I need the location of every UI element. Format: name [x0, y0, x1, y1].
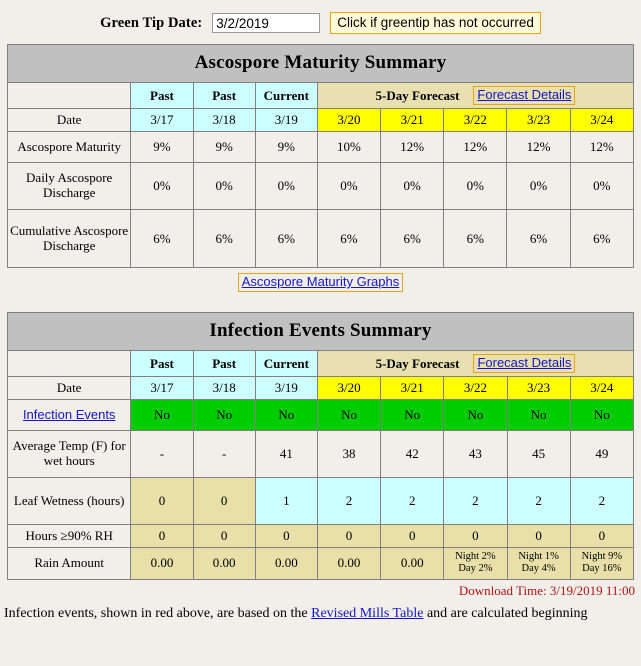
table-title-row: [8, 45, 634, 83]
date-cell: 3/20: [317, 377, 380, 400]
data-cell: 2: [381, 478, 444, 525]
data-cell: 2: [444, 478, 507, 525]
corner-blank-cell: [8, 83, 131, 109]
data-cell: 42: [381, 431, 444, 478]
data-cell: 6%: [193, 210, 255, 268]
data-cell: 6%: [255, 210, 317, 268]
data-cell: 0%: [193, 163, 255, 210]
data-cell: 6%: [507, 210, 570, 268]
data-cell: 0%: [570, 163, 633, 210]
corner-blank-cell: [8, 351, 131, 377]
date-cell: 3/21: [381, 377, 444, 400]
revised-mills-table-link[interactable]: Revised Mills Table: [311, 605, 424, 621]
data-cell: 0: [444, 525, 507, 548]
ascospore-title: Ascospore Maturity Summary: [8, 45, 634, 83]
data-cell: 0.00: [255, 548, 317, 580]
infection-events-link[interactable]: Infection Events: [22, 407, 116, 422]
date-cell: 3/19: [255, 109, 317, 132]
data-cell: 0: [255, 525, 317, 548]
row-label: Daily Ascospore Discharge: [8, 163, 131, 210]
forecast-details-link-box[interactable]: [473, 354, 575, 373]
header-past-2: Past: [193, 83, 255, 109]
data-cell: 0.00: [131, 548, 193, 580]
data-cell: 10%: [317, 132, 380, 163]
table-row: [8, 132, 634, 163]
data-cell: 9%: [255, 132, 317, 163]
data-cell: 6%: [317, 210, 380, 268]
header-forecast-group: [317, 83, 633, 109]
data-cell: 0: [507, 525, 570, 548]
infection-status-cell: No: [131, 400, 193, 431]
data-cell: 0.00: [193, 548, 255, 580]
data-cell: 38: [317, 431, 380, 478]
data-cell: 12%: [507, 132, 570, 163]
data-cell: 0%: [381, 163, 444, 210]
data-cell: 49: [570, 431, 633, 478]
rain-night-value: Night 9%: [581, 551, 623, 562]
data-cell: 6%: [131, 210, 193, 268]
data-cell: 0%: [444, 163, 507, 210]
data-cell: 0%: [317, 163, 380, 210]
row-label: Rain Amount: [8, 548, 131, 580]
greentip-date-label: Green Tip Date:: [100, 14, 203, 31]
row-label: Ascospore Maturity: [8, 132, 131, 163]
data-cell: 41: [255, 431, 317, 478]
forecast-details-link-box[interactable]: [473, 86, 575, 105]
data-cell: 0%: [131, 163, 193, 210]
infection-title: Infection Events Summary: [8, 313, 634, 351]
greentip-toolbar: [0, 0, 641, 44]
header-current: Current: [255, 351, 317, 377]
footnote-text-part-1: Infection events, shown in red above, are based on the: [4, 605, 312, 621]
table-row-leaf-wetness: [8, 478, 634, 525]
data-cell: 9%: [193, 132, 255, 163]
forecast-details-link[interactable]: Forecast Details: [477, 355, 572, 370]
table-row-rain: [8, 548, 634, 580]
ascospore-graphs-link-box[interactable]: [238, 273, 404, 292]
table-date-row: [8, 109, 634, 132]
header-current: Current: [255, 83, 317, 109]
infection-events-footnote: [0, 599, 641, 623]
table-row: [8, 163, 634, 210]
header-past-2: Past: [193, 351, 255, 377]
data-cell: 2: [507, 478, 570, 525]
footnote-text-part-2: and are calculated beginning: [423, 605, 588, 621]
table-date-row: [8, 377, 634, 400]
data-cell: 0: [570, 525, 633, 548]
date-cell: 3/22: [444, 377, 507, 400]
date-row-label: Date: [8, 377, 131, 400]
panel-spacer: [0, 298, 641, 312]
data-cell-rain-split: [570, 548, 633, 580]
ascospore-maturity-table: [7, 44, 634, 268]
row-label: Hours ≥90% RH: [8, 525, 131, 548]
table-row-avg-temp: [8, 431, 634, 478]
data-cell: 0: [381, 525, 444, 548]
data-cell: 0: [193, 478, 255, 525]
data-cell: 0.00: [381, 548, 444, 580]
data-cell: 12%: [570, 132, 633, 163]
ascospore-graphs-link-row: [0, 268, 641, 298]
date-cell: 3/23: [507, 377, 570, 400]
infection-status-cell: No: [193, 400, 255, 431]
header-forecast-label: 5-Day Forecast: [375, 87, 460, 103]
table-row-humidity: [8, 525, 634, 548]
row-label: Average Temp (F) for wet hours: [8, 431, 131, 478]
data-cell: 9%: [131, 132, 193, 163]
data-cell: 43: [444, 431, 507, 478]
infection-status-cell: No: [444, 400, 507, 431]
table-title-row: [8, 313, 634, 351]
date-cell: 3/19: [255, 377, 317, 400]
header-past-1: Past: [131, 351, 193, 377]
date-cell: 3/23: [507, 109, 570, 132]
data-cell: 0.00: [317, 548, 380, 580]
download-time-text: Download Time: 3/19/2019 11:00: [458, 582, 635, 598]
rain-night-value: Night 2%: [455, 551, 496, 562]
rain-day-value: Day 16%: [582, 563, 622, 575]
data-cell: 12%: [381, 132, 444, 163]
forecast-details-link[interactable]: Forecast Details: [477, 87, 572, 102]
infection-status-cell: No: [507, 400, 570, 431]
table-group-header-row: [8, 83, 634, 109]
data-cell: 45: [507, 431, 570, 478]
date-cell: 3/18: [193, 377, 255, 400]
rain-night-value: Night 1%: [518, 551, 559, 562]
header-past-1: Past: [131, 83, 193, 109]
date-cell: 3/21: [381, 109, 444, 132]
date-row-label: Date: [8, 109, 131, 132]
data-cell: 12%: [444, 132, 507, 163]
date-cell: 3/24: [570, 377, 633, 400]
data-cell: 6%: [381, 210, 444, 268]
date-cell: 3/18: [193, 109, 255, 132]
data-cell: 0: [317, 525, 380, 548]
data-cell: 6%: [444, 210, 507, 268]
table-group-header-row: [8, 351, 634, 377]
row-label: Leaf Wetness (hours): [8, 478, 131, 525]
infection-events-label-cell[interactable]: [8, 400, 131, 431]
date-cell: 3/22: [444, 109, 507, 132]
rain-day-value: Day 2%: [458, 563, 493, 575]
table-row-infection-events: [8, 400, 634, 431]
greentip-date-input[interactable]: [212, 13, 320, 33]
data-cell-rain-split: [444, 548, 507, 580]
data-cell: 1: [255, 478, 317, 525]
data-cell: 2: [570, 478, 633, 525]
date-cell: 3/20: [317, 109, 380, 132]
header-forecast-label: 5-Day Forecast: [375, 355, 460, 371]
header-forecast-group: [317, 351, 633, 377]
date-cell: 3/17: [131, 109, 193, 132]
data-cell: -: [131, 431, 193, 478]
date-cell: 3/24: [570, 109, 633, 132]
data-cell-rain-split: [507, 548, 570, 580]
ascospore-maturity-graphs-link[interactable]: Ascospore Maturity Graphs: [241, 274, 400, 289]
data-cell: -: [193, 431, 255, 478]
data-cell: 0: [131, 478, 193, 525]
data-cell: 0: [131, 525, 193, 548]
date-cell: 3/17: [131, 377, 193, 400]
data-cell: 6%: [570, 210, 633, 268]
greentip-not-occurred-button[interactable]: Click if greentip has not occurred: [330, 12, 541, 35]
data-cell: 2: [317, 478, 380, 525]
infection-events-table: [7, 312, 634, 580]
data-cell: 0%: [507, 163, 570, 210]
data-cell: 0: [193, 525, 255, 548]
data-cell: 0%: [255, 163, 317, 210]
table-row: [8, 210, 634, 268]
infection-status-cell: No: [317, 400, 380, 431]
row-label: Cumulative Ascospore Discharge: [8, 210, 131, 268]
infection-status-cell: No: [570, 400, 633, 431]
infection-status-cell: No: [255, 400, 317, 431]
rain-day-value: Day 4%: [521, 563, 556, 575]
infection-status-cell: No: [381, 400, 444, 431]
